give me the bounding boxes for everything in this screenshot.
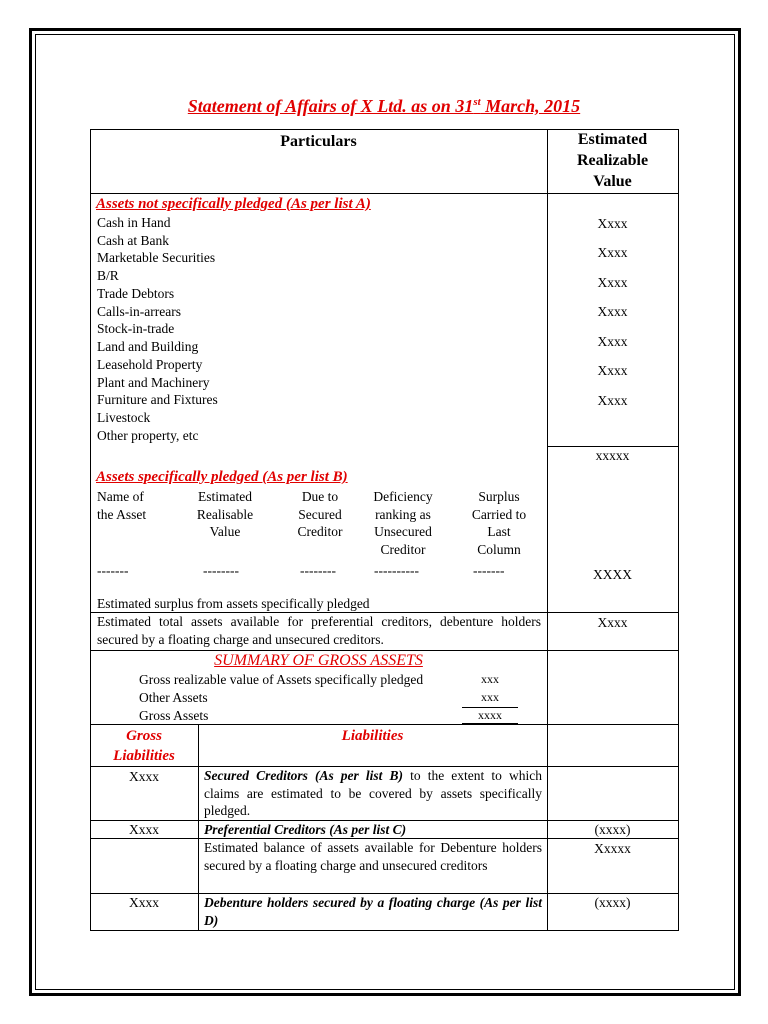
section-a-heading: Assets not specifically pledged (As per list A)	[96, 196, 371, 212]
pledged-column-header: Estimated	[198, 489, 252, 504]
gross-liabilities-header-line2: Liabilities	[113, 748, 175, 764]
summary-label: Gross realizable value of Assets specifically pledged	[139, 672, 424, 687]
liabilities-header: Liabilities	[341, 728, 404, 744]
erv-header-line1: Estimated	[577, 131, 648, 148]
summary-total-value: xxxx	[462, 707, 518, 724]
pledged-column-header: Last	[487, 524, 511, 539]
asset-item: Trade Debtors	[97, 286, 175, 301]
asset-item: Other property, etc	[97, 428, 199, 443]
asset-value: Xxxx	[597, 304, 628, 319]
asset-value: Xxxx	[597, 363, 628, 378]
pledged-column-header: Unsecured	[374, 524, 432, 539]
particulars-header: Particulars	[280, 133, 357, 150]
gross-liability-value: Xxxx	[129, 895, 159, 910]
pledged-column-header: Deficiency	[373, 489, 433, 504]
asset-item: B/R	[97, 268, 119, 283]
asset-item: Livestock	[97, 410, 151, 425]
pledged-column-header: ranking as	[375, 507, 431, 522]
pledged-dash: -------	[97, 563, 129, 578]
asset-value: Xxxx	[597, 216, 628, 231]
asset-item: Furniture and Fixtures	[97, 392, 218, 407]
asset-item: Land and Building	[97, 339, 199, 354]
gross-liabilities-header-line1: Gross	[126, 728, 162, 744]
table-right-border	[678, 129, 679, 930]
liability-debenture-holders: Debenture holders secured by a floating charge (As per list D)	[204, 895, 542, 928]
asset-item: Leasehold Property	[97, 357, 203, 372]
pledged-column-header: Carried to	[471, 507, 527, 522]
header-row-divider	[90, 193, 679, 194]
pledged-column-header: Surplus	[478, 489, 520, 504]
asset-item: Cash at Bank	[97, 233, 169, 248]
estimated-surplus-label: Estimated surplus from assets specifically pledged	[97, 596, 370, 611]
liability-value: (xxxx)	[594, 895, 631, 910]
pledged-column-header: Column	[477, 542, 521, 557]
section-a-total: xxxxx	[595, 448, 630, 463]
asset-item: Marketable Securities	[97, 250, 216, 265]
asset-item: Plant and Machinery	[97, 375, 210, 390]
erv-header-line3: Value	[593, 173, 632, 190]
pledged-dash: --------	[300, 563, 336, 578]
gross-liability-value: Xxxx	[129, 769, 159, 784]
gross-liability-value: Xxxx	[129, 822, 159, 837]
summary-label: Gross Assets	[139, 708, 209, 723]
gross-column-divider	[198, 724, 199, 930]
pledged-column-header: Creditor	[297, 524, 343, 539]
pledged-column-header: Value	[209, 524, 241, 539]
pledged-column-header: Due to	[301, 489, 339, 504]
pledged-column-header: Realisable	[196, 507, 254, 522]
asset-value: Xxxx	[597, 275, 628, 290]
liability-preferential-creditors: Preferential Creditors (As per list C)	[204, 822, 407, 837]
asset-item: Stock-in-trade	[97, 321, 175, 336]
asset-value: Xxxx	[597, 334, 628, 349]
pledged-column-header: Name of	[97, 489, 144, 504]
summary-label: Other Assets	[139, 690, 208, 705]
pledged-dash: --------	[203, 563, 239, 578]
summary-value: xxx	[481, 690, 499, 704]
table-bottom-border	[90, 930, 679, 931]
estimated-total-value: Xxxx	[597, 615, 628, 630]
section-b-value: XXXX	[593, 567, 632, 582]
asset-item: Calls-in-arrears	[97, 304, 181, 319]
liability-balance-text: Estimated balance of assets available for Debenture holders secured by a floating charge and unsecured creditors	[204, 840, 542, 873]
liability-value: (xxxx)	[594, 822, 631, 837]
pledged-dash: -------	[473, 563, 505, 578]
pledged-dash: ----------	[374, 563, 419, 578]
erv-header-line2: Realizable	[576, 152, 649, 169]
summary-value: xxx	[481, 672, 499, 686]
pledged-column-header: Creditor	[380, 542, 426, 557]
asset-item: Cash in Hand	[97, 215, 171, 230]
section-b-heading: Assets specifically pledged (As per list B)	[96, 469, 348, 485]
document-title: Statement of Affairs of X Ltd. as on 31st March, 2015	[187, 96, 581, 116]
estimated-total-text: Estimated total assets available for preferential creditors, debenture holders secured by a floating charge and unsecured creditors.	[97, 614, 541, 647]
liability-value: Xxxxx	[594, 841, 631, 856]
pledged-column-header: Secured	[298, 507, 342, 522]
liability-secured-creditors: Secured Creditors (As per list B) to the extent to which claims are estimated to be covered by assets specifically pledged.	[204, 768, 542, 818]
table-left-border	[90, 129, 91, 930]
asset-value: Xxxx	[597, 245, 628, 260]
summary-heading: SUMMARY OF GROSS ASSETS	[214, 652, 423, 669]
pledged-column-header: the Asset	[97, 507, 147, 522]
asset-value: Xxxx	[597, 393, 628, 408]
